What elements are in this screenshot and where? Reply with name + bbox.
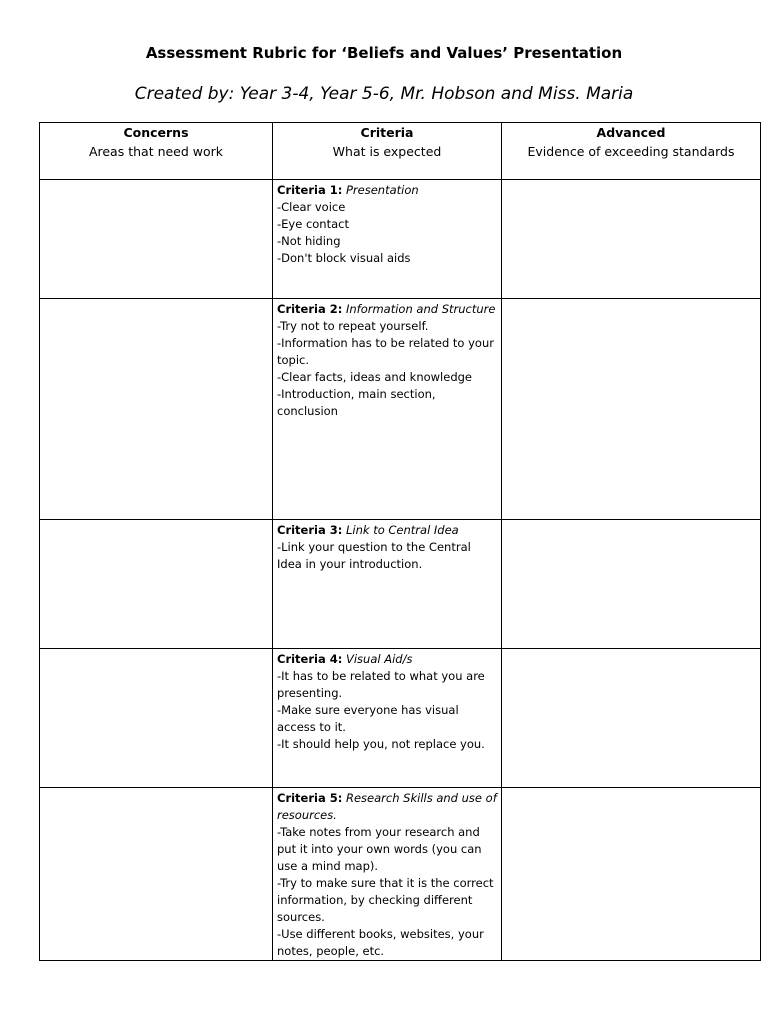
criteria-heading — [277, 791, 497, 822]
criteria-label: Criteria 5: — [277, 791, 343, 805]
criteria-point: -Clear voice — [277, 200, 346, 214]
header-sublabel: What is expected — [332, 144, 442, 159]
criteria-point: -Link your question to the Central Idea in your introduction. — [277, 540, 471, 571]
criteria-point: -Information has to be related to your topic. — [277, 336, 494, 367]
document-title: Assessment Rubric for ‘Beliefs and Values’ Presentation — [145, 44, 623, 62]
advanced-cell[interactable] — [502, 649, 761, 788]
header-label: Criteria — [360, 125, 414, 140]
criteria-point: -Introduction, main section, conclusion — [277, 387, 436, 418]
header-concerns — [40, 123, 273, 180]
criteria-point: -It should help you, not replace you. — [277, 737, 485, 751]
table-row — [40, 520, 761, 649]
table-row — [40, 299, 761, 520]
criteria-heading — [277, 523, 459, 537]
criteria-topic: Visual Aid/s — [345, 652, 413, 666]
criteria-heading — [277, 652, 412, 666]
criteria-label: Criteria 1: — [277, 183, 343, 197]
table-row — [40, 788, 761, 961]
advanced-cell[interactable] — [502, 520, 761, 649]
header-label: Concerns — [123, 125, 189, 140]
criteria-cell — [273, 520, 502, 649]
header-label: Advanced — [596, 125, 666, 140]
concerns-cell[interactable] — [40, 520, 273, 649]
criteria-cell — [273, 788, 502, 961]
criteria-point: -Eye contact — [277, 217, 349, 231]
advanced-cell[interactable] — [502, 299, 761, 520]
concerns-cell[interactable] — [40, 788, 273, 961]
criteria-topic: Link to Central Idea — [345, 523, 459, 537]
criteria-label: Criteria 4: — [277, 652, 343, 666]
document-subtitle: Created by: Year 3-4, Year 5-6, Mr. Hobson and Miss. Maria — [134, 84, 634, 104]
concerns-cell[interactable] — [40, 649, 273, 788]
header-criteria — [273, 123, 502, 180]
advanced-cell[interactable] — [502, 788, 761, 961]
criteria-label: Criteria 3: — [277, 523, 343, 537]
criteria-point: -Take notes from your research and put it into your own words (you can use a mind map). — [277, 825, 482, 873]
table-row — [40, 649, 761, 788]
criteria-topic: Information and Structure — [345, 302, 496, 316]
criteria-heading — [277, 183, 419, 197]
criteria-point: -It has to be related to what you are presenting. — [277, 669, 485, 700]
criteria-topic: Research Skills and use of resources. — [277, 791, 497, 822]
criteria-topic: Presentation — [345, 183, 419, 197]
table-row — [40, 180, 761, 299]
header-sublabel: Areas that need work — [88, 144, 224, 159]
rubric-table — [39, 122, 761, 961]
criteria-point: -Try to make sure that it is the correct information, by checking different sources. — [277, 876, 494, 924]
criteria-heading — [277, 302, 495, 316]
criteria-point: -Make sure everyone has visual access to it. — [277, 703, 459, 734]
criteria-point: -Not hiding — [277, 234, 341, 248]
header-row — [40, 123, 761, 180]
criteria-cell — [273, 649, 502, 788]
header-advanced — [502, 123, 761, 180]
criteria-point: -Use different books, websites, your notes, people, etc. — [277, 927, 484, 958]
criteria-point: -Clear facts, ideas and knowledge — [277, 370, 473, 384]
criteria-point: -Don't block visual aids — [277, 251, 411, 265]
criteria-cell — [273, 299, 502, 520]
header-sublabel: Evidence of exceeding standards — [527, 144, 735, 159]
concerns-cell[interactable] — [40, 180, 273, 299]
criteria-point: -Try not to repeat yourself. — [277, 319, 429, 333]
criteria-label: Criteria 2: — [277, 302, 343, 316]
concerns-cell[interactable] — [40, 299, 273, 520]
criteria-cell — [273, 180, 502, 299]
advanced-cell[interactable] — [502, 180, 761, 299]
